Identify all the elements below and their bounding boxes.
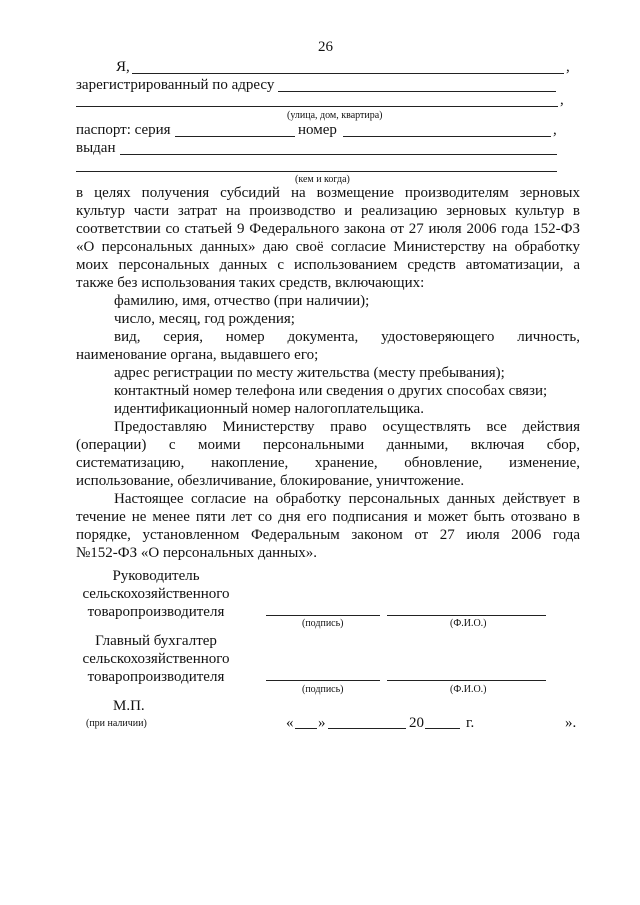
address-hint: (улица, дом, квартира) xyxy=(287,110,383,121)
consent-line: культур части затрат на производство и реализацию зерновых культур в xyxy=(76,203,580,219)
comma-2: , xyxy=(560,92,564,108)
head-title-line: сельскохозяйственного xyxy=(82,586,230,602)
accountant-title-line: товаропроизводителя xyxy=(87,669,225,685)
issued-field-line-2[interactable] xyxy=(76,171,557,172)
rights-line: использование, обезличивание, блокирование, уничтожение. xyxy=(76,473,465,489)
issued-hint: (кем и когда) xyxy=(295,174,350,185)
list-item-document-cont: наименование органа, выдавшего его; xyxy=(76,347,319,363)
trailing-quote: ». xyxy=(565,715,577,731)
list-item-address: адрес регистрации по месту жительства (месту пребывания); xyxy=(114,365,505,381)
accountant-fio-hint: (Ф.И.О.) xyxy=(450,684,487,695)
ya-label: Я, xyxy=(116,59,130,75)
accountant-sign-hint: (подпись) xyxy=(302,684,344,695)
date-year-field[interactable] xyxy=(425,728,460,729)
head-signature-field[interactable] xyxy=(266,615,380,616)
passport-number-field[interactable] xyxy=(343,136,551,137)
list-item-fio: фамилию, имя, отчество (при наличии); xyxy=(114,293,370,309)
stamp-label: М.П. xyxy=(113,698,145,714)
passport-series-label: паспорт: серия xyxy=(76,122,171,138)
rights-line: систематизацию, накопление, хранение, обновление, изменение, xyxy=(76,455,580,471)
head-title-line: товаропроизводителя xyxy=(87,604,225,620)
issued-field-line[interactable] xyxy=(120,154,557,155)
validity-line: Настоящее согласие на обработку персональных данных действует в xyxy=(114,491,580,507)
passport-series-field[interactable] xyxy=(175,136,295,137)
head-fio-hint: (Ф.И.О.) xyxy=(450,618,487,629)
date-year-prefix: 20 xyxy=(409,715,424,731)
date-day-field[interactable] xyxy=(295,728,317,729)
date-open-quote: « xyxy=(286,715,294,731)
consent-line: также без использования таких средств, включающих: xyxy=(76,275,425,291)
stamp-hint: (при наличии) xyxy=(86,718,147,729)
comma-1: , xyxy=(566,59,570,75)
page-number: 26 xyxy=(318,39,333,55)
accountant-title xyxy=(76,632,236,686)
list-item-phone: контактный номер телефона или сведения о других способах связи; xyxy=(114,383,548,399)
address-field-line-2[interactable] xyxy=(76,106,558,107)
issued-label: выдан xyxy=(76,140,116,156)
consent-line: «О персональных данных» даю своё согласие Министерству на обработку xyxy=(76,239,580,255)
consent-paragraph xyxy=(76,184,580,562)
head-fio-field[interactable] xyxy=(387,615,546,616)
accountant-signature-field[interactable] xyxy=(266,680,380,681)
validity-line: №152-ФЗ «О персональных данных». xyxy=(76,545,318,561)
list-item-document: вид, серия, номер документа, удостоверяющего личность, xyxy=(114,329,580,345)
consent-line: соответствии со статьей 9 Федерального закона от 27 июля 2006 года 152-ФЗ xyxy=(76,221,580,237)
rights-line: (операции) с моими персональными данными, включая сбор, xyxy=(76,437,580,453)
list-item-inn: идентификационный номер налогоплательщика. xyxy=(114,401,424,417)
accountant-title-line: Главный бухгалтер xyxy=(95,633,217,649)
name-field-line[interactable] xyxy=(132,73,564,74)
date-month-field[interactable] xyxy=(328,728,406,729)
comma-3: , xyxy=(553,122,557,138)
accountant-fio-field[interactable] xyxy=(387,680,546,681)
head-title-line: Руководитель xyxy=(112,568,200,584)
date-close-quote: » xyxy=(318,715,326,731)
consent-line: в целях получения субсидий на возмещение производителям зерновых xyxy=(76,185,580,201)
passport-number-label: номер xyxy=(298,122,337,138)
head-title xyxy=(76,567,236,621)
validity-line: течение не менее пяти лет со дня его подписания и может быть отозвано в xyxy=(76,509,580,525)
rights-line: Предоставляю Министерству право осуществлять все действия xyxy=(114,419,580,435)
accountant-title-line: сельскохозяйственного xyxy=(82,651,230,667)
list-item-birth: число, месяц, год рождения; xyxy=(114,311,295,327)
address-field-line[interactable] xyxy=(278,91,556,92)
consent-line: моих персональных данных с использованием средств автоматизации, а xyxy=(76,257,580,273)
validity-line: порядке, установленном Федеральным законом от 27 июля 2006 года xyxy=(76,527,580,543)
date-year-suffix: г. xyxy=(466,715,475,731)
address-label: зарегистрированный по адресу xyxy=(76,77,275,93)
head-sign-hint: (подпись) xyxy=(302,618,344,629)
